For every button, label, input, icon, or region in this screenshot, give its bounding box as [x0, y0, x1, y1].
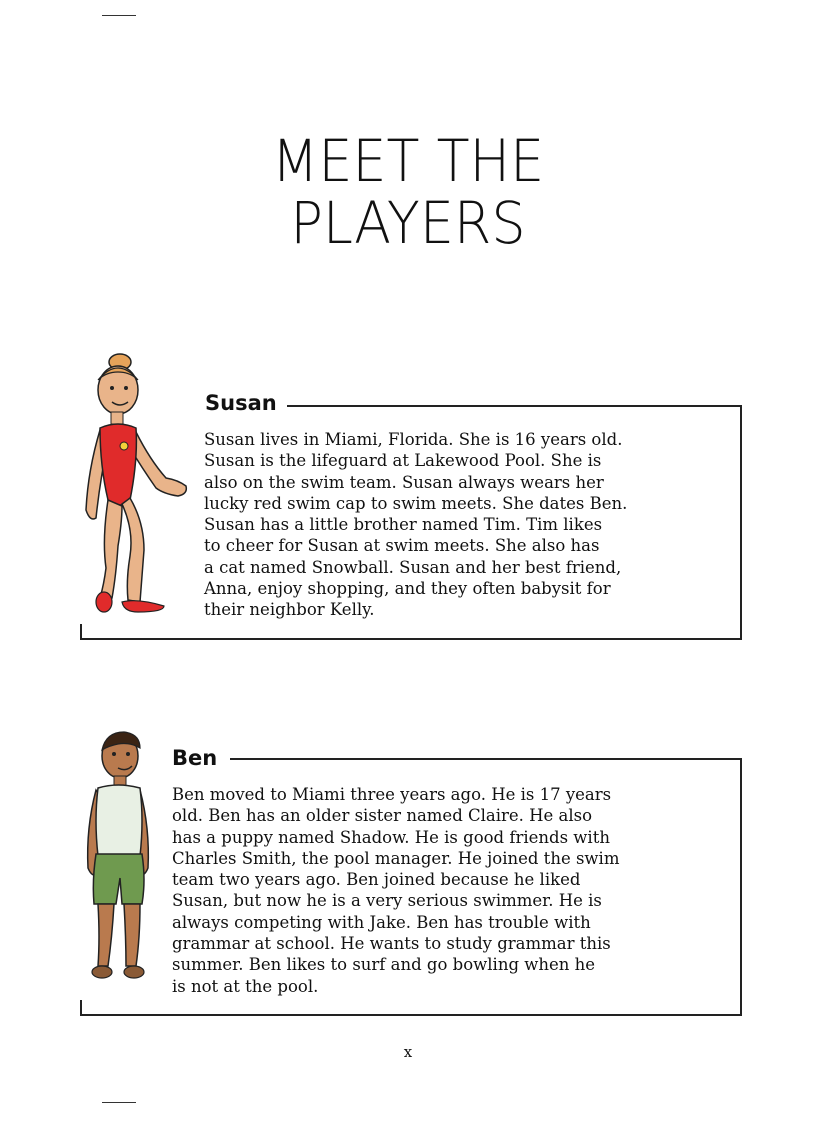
- player-name: Susan: [205, 391, 285, 415]
- ben-illustration: [78, 728, 168, 988]
- card-frame-left: [80, 624, 82, 640]
- page-number: x: [403, 1043, 413, 1061]
- crop-mark-top: [102, 15, 136, 16]
- page-title-line-2: PLAYERS: [290, 189, 526, 257]
- player-name: Ben: [172, 746, 225, 770]
- player-bio: Ben moved to Miami three years ago. He is 17 years old. Ben has an older sister named Claire. He also has a puppy named Shadow. He is good friends with Charles Smith, the pool manager. He joined the swim team two years ago. Ben joined because he liked Susan, but now he is a very serious swimmer. He is always competing with Jake. Ben has trouble with grammar at school. He wants to study grammar this summer. Ben likes to surf and go bowling when he is not at the pool.: [172, 785, 620, 996]
- susan-illustration: [78, 350, 198, 615]
- card-frame-left: [80, 1000, 82, 1016]
- page-title-line-1: MEET THE: [271, 127, 545, 195]
- page-title: [29, 127, 788, 257]
- crop-mark-bottom: [102, 1102, 136, 1103]
- player-bio: Susan lives in Miami, Florida. She is 16 years old. Susan is the lifeguard at Lakewood Pool. She is also on the swim team. Susan always wears her lucky red swim cap to swim meets. She dates Ben. Susan has a little brother named Tim. Tim likes to cheer for Susan at swim meets. She also has a cat named Snowball. Susan and her best friend, Anna, enjoy shopping, and they often babysit for their neighbor Kelly.: [204, 430, 628, 620]
